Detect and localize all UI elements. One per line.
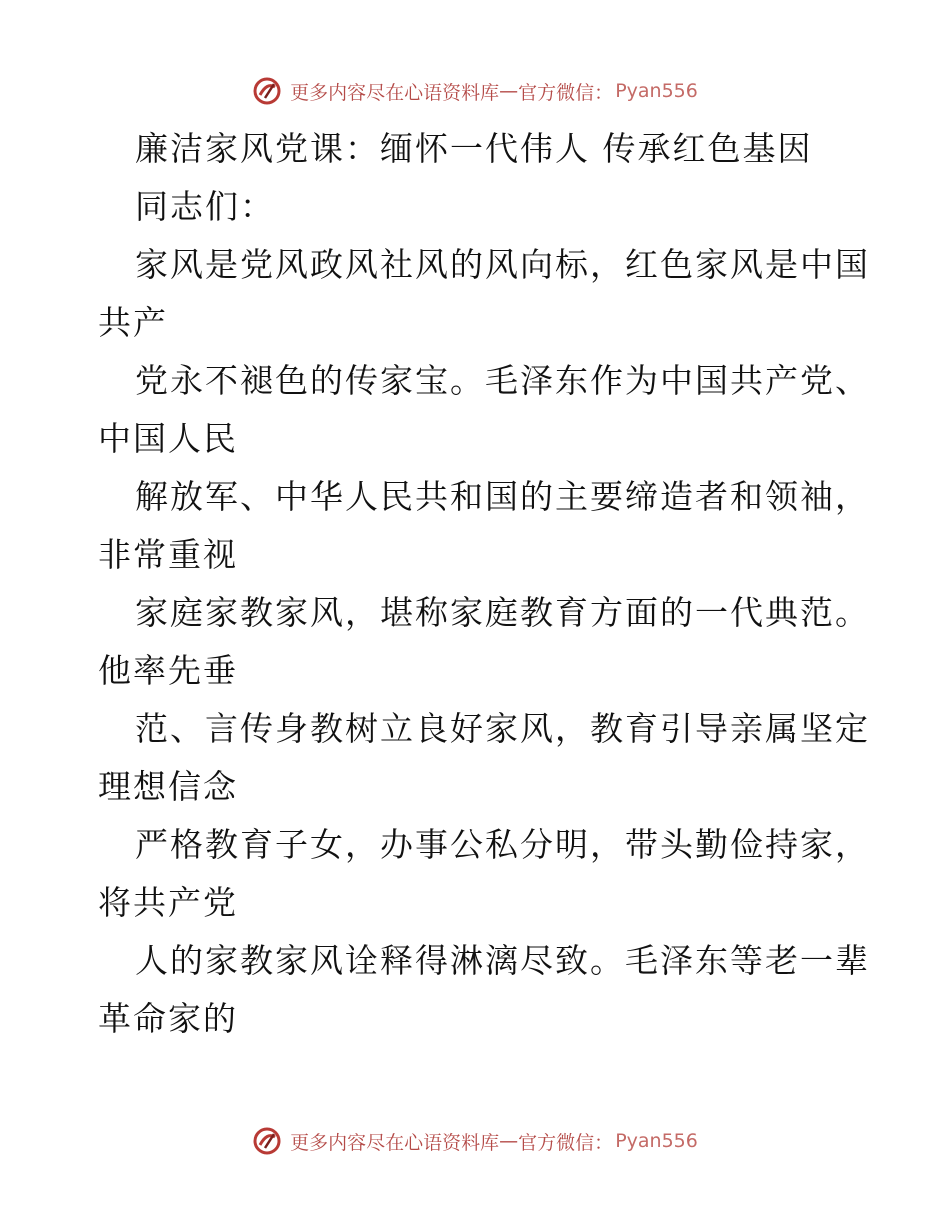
- salutation: 同志们：: [135, 187, 275, 226]
- header-watermark: [0, 71, 950, 111]
- document-title: 廉洁家风党课：缅怀一代伟人 传承红色基因: [135, 129, 813, 168]
- body-line: 范、言传身教树立良好家风，教育引导亲属坚定: [135, 709, 870, 748]
- watermark-separator: —: [499, 1130, 519, 1152]
- brand-logo-icon: [252, 1126, 282, 1156]
- watermark-wechat-id: Pyan556: [615, 1130, 698, 1152]
- body-line: 中国人民: [98, 419, 238, 458]
- watermark-separator: —: [499, 80, 519, 102]
- footer-watermark: [0, 1121, 950, 1161]
- body-line: 家庭家教家风，堪称家庭教育方面的一代典范。: [135, 593, 870, 632]
- body-line: 家风是党风政风社风的风向标，红色家风是中国: [135, 245, 870, 284]
- body-line: 革命家的: [98, 999, 238, 1038]
- brand-logo-icon: [252, 76, 282, 106]
- body-line: 他率先垂: [98, 651, 238, 690]
- body-line: 非常重视: [98, 535, 238, 574]
- body-line: 人的家教家风诠释得淋漓尽致。毛泽东等老一辈: [135, 941, 870, 980]
- watermark-label: 官方微信：: [518, 1131, 614, 1154]
- body-line: 严格教育子女，办事公私分明，带头勤俭持家，: [135, 825, 870, 864]
- body-line: 将共产党: [98, 883, 238, 922]
- body-line: 共产: [98, 303, 168, 342]
- watermark-text: 更多内容尽在心语资料库: [290, 81, 500, 104]
- document-body: [98, 120, 870, 1048]
- watermark-text: 更多内容尽在心语资料库: [290, 1131, 500, 1154]
- body-line: 理想信念: [98, 767, 238, 806]
- body-line: 解放军、中华人民共和国的主要缔造者和领袖，: [135, 477, 870, 516]
- watermark-wechat-id: Pyan556: [615, 80, 698, 102]
- body-line: 党永不褪色的传家宝。毛泽东作为中国共产党、: [135, 361, 870, 400]
- watermark-label: 官方微信：: [518, 81, 614, 104]
